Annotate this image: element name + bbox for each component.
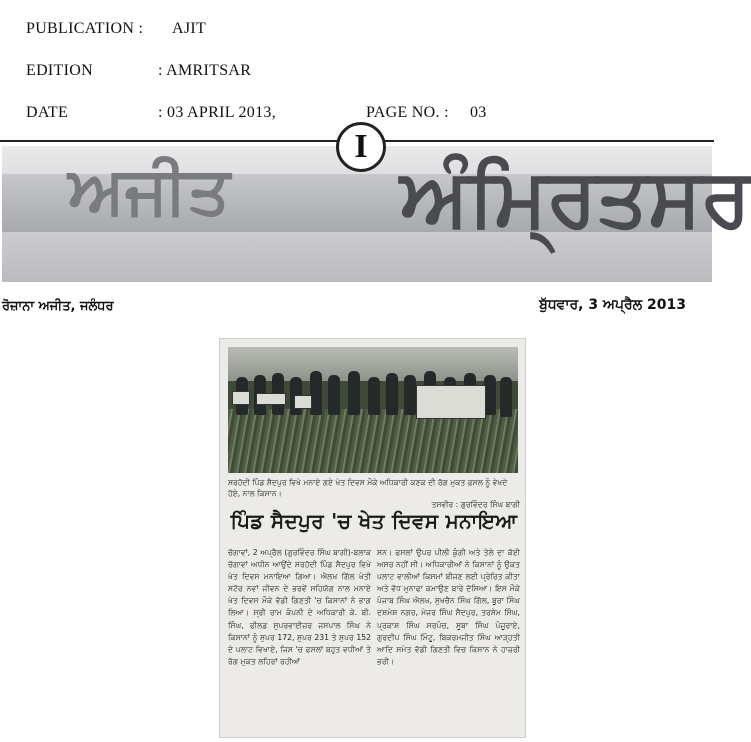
- page-label: PAGE NO. :: [366, 104, 449, 121]
- article-column-1: ਚੋਗਾਵਾਂ, 2 ਅਪ੍ਰੈਲ (ਗੁਰਵਿੰਦਰ ਸਿੰਘ ਬਾਗੀ)-ਬਲਾਕ ਚੋਗਾਵਾਂ ਅਧੀਨ ਆਉਂਦੇ ਸਰਹੱਦੀ ਪਿੰਡ ਸੈਦਪੁਰ ਵਿਖੇ ਖੇਤ ਦਿਵਸ ਮਨਾਇਆ ਗਿਆ। ਐਲਖ ਗਿੱਲ ਖੇਤੀ ਸਟੋਰ ਨਵਾਂ ਜੀਵਨ ਦੇ ਭਰਵੇਂ ਸਹਿਯੋਗ ਨਾਲ ਮਨਾਏ ਖੇਤ ਦਿਵਸ ਮੌਕੇ ਵੱਡੀ ਗਿਣਤੀ 'ਚ ਕਿਸਾਨਾਂ ਨੇ ਭਾਗ ਲਿਆ। ਸ੍ਰੀ ਰਾਮ ਕੰਪਨੀ ਦੇ ਅਧਿਕਾਰੀ ਕੇ. ਬੀ. ਸਿੰਘ, ਫੀਲਡ ਸੁਪਰਵਾਈਜ਼ਰ ਜਸਪਾਲ ਸਿੰਘ ਨੇ ਕਿਸਾਨਾਂ ਨੂੰ ਸੁਪਰ 172, ਸੁਪਰ 231 ਤੇ ਸੁਪਰ 152 ਦੇ ਪਲਾਟ ਵਿਖਾਏ, ਜਿਸ 'ਚ ਫਸਲਾਂ ਬਹੁਤ ਵਧੀਆਂ ਤੇ ਰੋਗ ਮੁਕਤ ਲਹਿਰਾਂ ਰਹੀਆਂ: [228, 548, 371, 666]
- edition-label: EDITION: [26, 62, 93, 79]
- masthead-word-ajit: ਅਜੀਤ: [68, 152, 230, 229]
- photo-person: [368, 377, 380, 415]
- photo-banner: [416, 385, 486, 419]
- masthead-emblem: I: [336, 122, 386, 172]
- photo-placard: [232, 391, 250, 405]
- paper-name: ਰੋਜ਼ਾਨਾ ਅਜੀਤ, ਜਲੰਧਰ: [2, 299, 114, 314]
- photo-caption: [228, 477, 520, 510]
- masthead-word-amritsar: ਅੰਮ੍ਰਿਤਸਰ: [400, 151, 751, 244]
- caption-text: ਸਰਹੱਦੀ ਪਿੰਡ ਸੈਦਪੁਰ ਵਿਖੇ ਮਨਾਏ ਗਏ ਖੇਤ ਦਿਵਸ ਮੌਕੇ ਅਧਿਕਾਰੀ ਕਣਕ ਦੀ ਰੋਗ ਮੁਕਤ ਫ਼ਸਲ ਨੂੰ ਵੇਖਦੇ ਹੋਏ, ਨਾਲ ਕਿਸਾਨ।: [228, 478, 508, 498]
- edition-value: : AMRITSAR: [158, 62, 252, 79]
- paper-date: ਬੁੱਧਵਾਰ, 3 ਅਪ੍ਰੈਲ 2013: [539, 297, 686, 313]
- photo-person: [404, 375, 416, 415]
- article-photo: [228, 347, 518, 473]
- news-clipping: [219, 338, 526, 738]
- photo-placard: [294, 395, 312, 409]
- photo-person: [328, 375, 340, 415]
- photo-credit: ਤਸਵੀਰ : ਗੁਰਵਿੰਦਰ ਸਿੰਘ ਬਾਗੀ: [431, 500, 520, 509]
- photo-placard: [256, 393, 286, 405]
- publication-label: PUBLICATION :: [26, 20, 144, 37]
- date-label: DATE: [26, 104, 69, 121]
- publication-value: AJIT: [172, 20, 207, 37]
- date-value: : 03 APRIL 2013,: [158, 104, 276, 121]
- article-headline: ਪਿੰਡ ਸੈਦਪੁਰ 'ਚ ਖੇਤ ਦਿਵਸ ਮਨਾਇਆ: [230, 509, 518, 533]
- article-column-2: ਸਨ। ਫਸਲਾਂ ਉਪਰ ਪੀਲੀ ਕੁੰਗੀ ਅਤੇ ਤੇਲੇ ਦਾ ਕੋਈ ਅਸਰ ਨਹੀਂ ਸੀ। ਅਧਿਕਾਰੀਆਂ ਨੇ ਕਿਸਾਨਾਂ ਨੂੰ ਉਕਤ ਪਲਾਟ ਵਾਲੀਆਂ ਕਿਸਮਾਂ ਬੀਜਣ ਲਈ ਪ੍ਰੇਰਿਤ ਕੀਤਾ ਅਤੇ ਵੱਧ ਮੁਨਾਫਾ ਕਮਾਉਣ ਬਾਰੇ ਦੱਸਿਆ। ਇਸ ਮੌਕੇ ਪੰਜਾਬ ਸਿੰਘ ਐਲਖ, ਸੁਖਚੈਨ ਸਿੰਘ ਗਿੱਲ, ਬੂਰਾ ਸਿੰਘ ਦਸ਼ਮੇਸ਼ ਨਗਰ, ਮੇਜਰ ਸਿੰਘ ਸੈਦਪੁਰ, ਤਰਸੇਮ ਸਿੰਘ, ਪ੍ਰਕਾਸ਼ ਸਿੰਘ ਸਰਪੰਚ, ਸੂਬਾ ਸਿੰਘ ਪੰਜੂਰਾਏ, ਗੁਰਦੀਪ ਸਿੰਘ ਮਿੰਟੂ, ਬਿਕਰਮਜੀਤ ਸਿੰਘ ਆੜ੍ਹਤੀ ਆਦਿ ਸਮੇਤ ਵੱਡੀ ਗਿਣਤੀ ਵਿਚ ਕਿਸਾਨ ਨੇ ਹਾਜ਼ਰੀ ਭਰੀ।: [377, 548, 520, 666]
- photo-person: [386, 373, 398, 415]
- page-value: 03: [470, 104, 487, 121]
- photo-person: [348, 371, 360, 415]
- photo-person: [500, 377, 512, 417]
